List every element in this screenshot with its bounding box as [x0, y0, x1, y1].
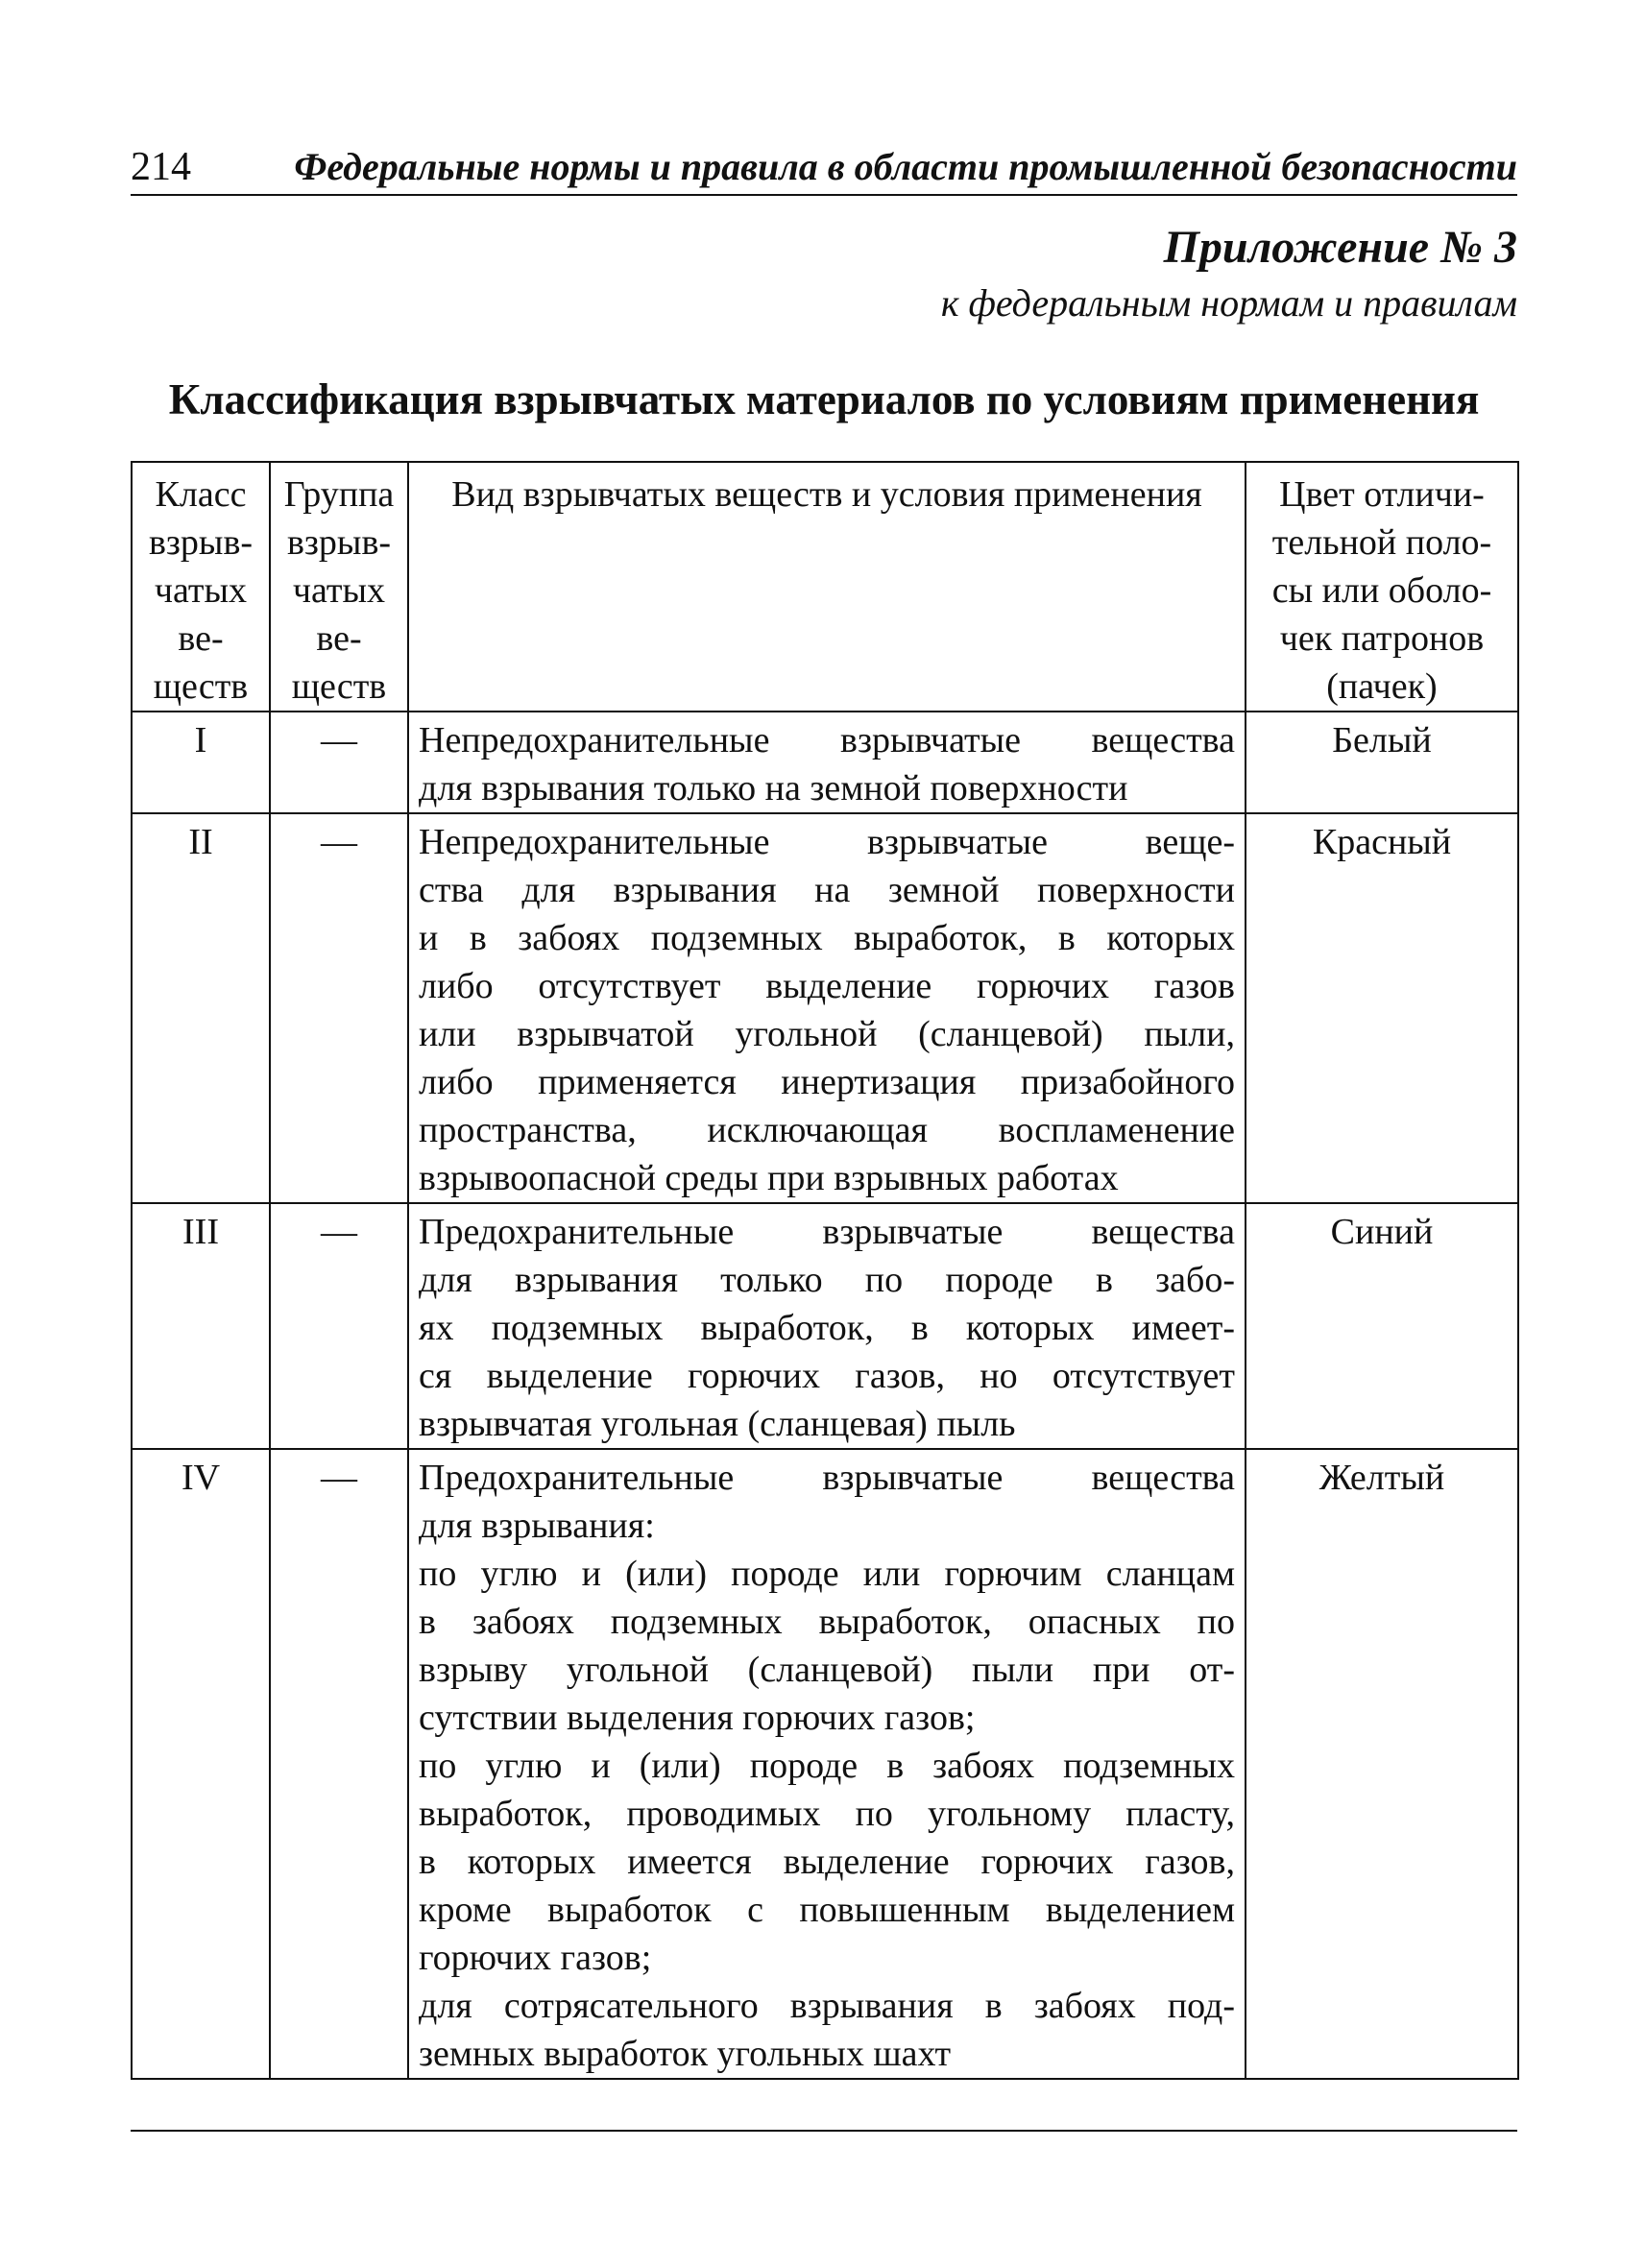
cell-class: I [132, 712, 270, 813]
header-description: Вид взрывчатых веществ и условия применения [408, 462, 1246, 712]
cell-group: — [270, 813, 408, 1203]
cell-class: II [132, 813, 270, 1203]
table-row [132, 1449, 1518, 2079]
cell-class: IV [132, 1449, 270, 2079]
header-group: Группа взрыв- чатых ве- ществ [270, 462, 408, 712]
table-header-row [132, 462, 1518, 712]
cell-color: Белый [1246, 712, 1518, 813]
cell-description: Предохранительные взрывчатые вещества для взрывания только по породе в забо- ях подземных выработок, в которых имеет- ся выделение горючих газов, но отсутствует взрывчатая угольная (сланцевая) пыль [408, 1203, 1246, 1449]
classification-table [131, 461, 1519, 2080]
appendix-subtitle: к федеральным нормам и правилам [940, 281, 1517, 325]
table-row [132, 712, 1518, 813]
table-row [132, 813, 1518, 1203]
header-color: Цвет отличи- тельной поло- сы или оболо- чек патронов (пачек) [1246, 462, 1518, 712]
cell-class: III [132, 1203, 270, 1449]
cell-color: Синий [1246, 1203, 1518, 1449]
cell-description: Непредохранительные взрывчатые веще- ства для взрывания на земной поверхности и в забоях подземных выработок, в которых либо отсутствует выделение горючих газов или взрывчатой угольной (сланцевой) пыли, либо применяется инертизация призабойного пространства, исключающая воспламенение взрывоопасной среды при взрывных работах [408, 813, 1246, 1203]
page-number: 214 [131, 145, 191, 189]
table-row [132, 1203, 1518, 1449]
cell-group: — [270, 712, 408, 813]
appendix-title: Приложение № 3 [1163, 222, 1517, 273]
bottom-rule [131, 2130, 1517, 2132]
cell-group: — [270, 1449, 408, 2079]
running-title: Федеральные нормы и правила в области промышленной безопасности [294, 145, 1517, 188]
cell-description: Непредохранительные взрывчатые вещества для взрывания только на земной поверхности [408, 712, 1246, 813]
document-title: Классификация взрывчатых материалов по условиям применения [168, 375, 1480, 423]
header-class: Класс взрыв- чатых ве- ществ [132, 462, 270, 712]
running-head [131, 140, 1517, 196]
cell-group: — [270, 1203, 408, 1449]
cell-color: Красный [1246, 813, 1518, 1203]
cell-color: Желтый [1246, 1449, 1518, 2079]
cell-description: Предохранительные взрывчатые вещества для взрывания: по углю и (или) породе или горючим сланцам в забоях подземных выработок, опасных по взрыву угольной (сланцевой) пыли при от- сутствии выделения горючих газов; по углю и (или) породе в забоях подземных выработок, проводимых по угольному пласту, в которых имеется выделение горючих газов, кроме выработок с повышенным выделением горючих газов; для сотрясательного взрывания в забоях под- земных выработок угольных шахт [408, 1449, 1246, 2079]
